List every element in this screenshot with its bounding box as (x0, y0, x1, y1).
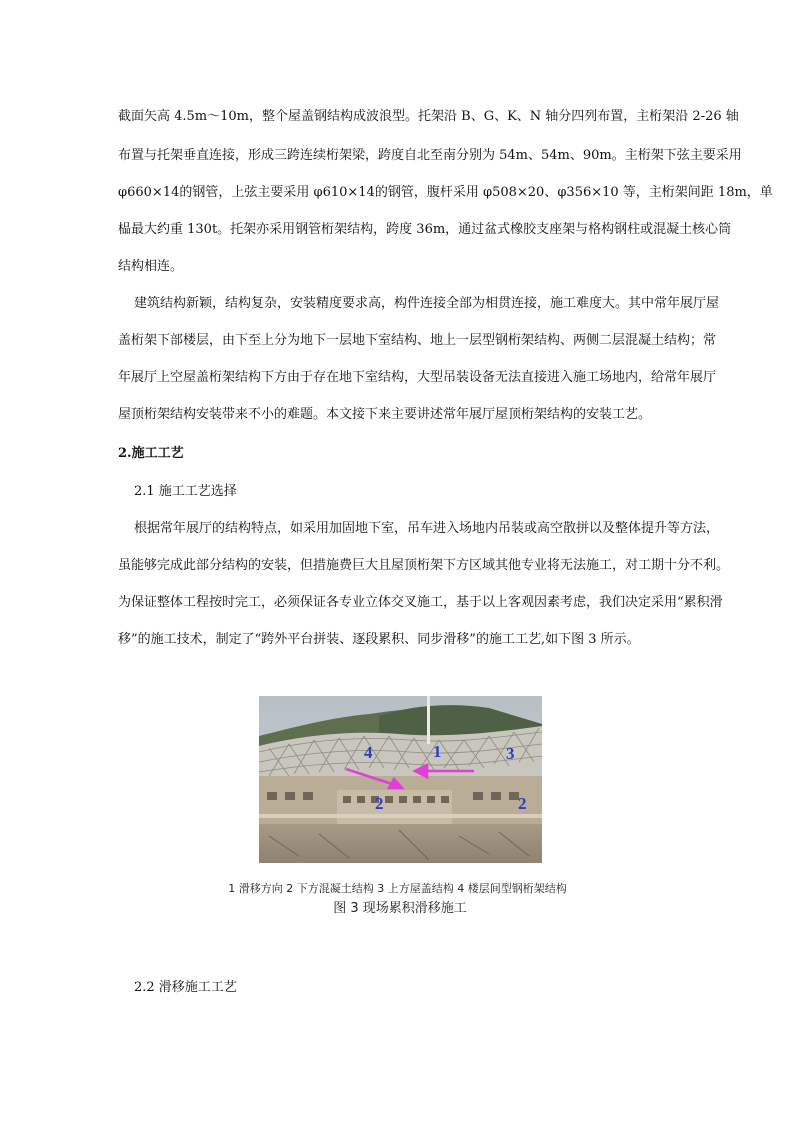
subsection-heading: 2.2 滑移施工工艺 (134, 980, 237, 995)
paragraph-line: 虽能够完成此部分结构的安装，但措施费巨大且屋顶桁架下方区域其他专业将无法施工，对工期十分不利。 (118, 558, 730, 573)
paragraph-line: 布置与托架垂直连接，形成三跨连续桁架梁，跨度自北至南分别为 54m、54m、90m。主桁架下弦主要采用 (118, 148, 742, 163)
figure-title: 图 3 现场累积滑移施工 (333, 901, 467, 916)
paragraph-line: 建筑结构新颖，结构复杂，安装精度要求高，构件连接全部为相贯连接，施工难度大。其中常年展厅屋 (134, 296, 720, 311)
section-heading: 2.施工工艺 (118, 446, 184, 461)
figure-marker-2-right: 2 (518, 794, 527, 813)
figure-marker-4: 4 (364, 743, 373, 762)
paragraph-line: 屋顶桁架结构安装带来不小的难题。本文接下来主要讲述常年展厅屋顶桁架结构的安装工艺。 (118, 407, 652, 422)
figure-marker-1: 1 (433, 742, 442, 761)
subsection-heading: 2.1 施工工艺选择 (134, 484, 237, 499)
figure-marker-3: 3 (506, 744, 515, 763)
paragraph-line: 年展厅上空屋盖桁架结构下方由于存在地下室结构，大型吊装设备无法直接进入施工场地内，给常年展厅 (118, 370, 717, 385)
paragraph-line: 榀最大约重 130t。托架亦采用钢管桁架结构，跨度 36m，通过盆式橡胶支座架与格构钢柱或混凝土核心筒 (118, 222, 732, 237)
paragraph-line: 根据常年展厅的结构特点，如采用加固地下室，吊车进入场地内吊装或高空散拼以及整体提升等方法， (134, 521, 720, 536)
paragraph-line: 结构相连。 (118, 259, 184, 274)
figure-marker-2-left: 2 (375, 794, 384, 813)
paragraph-line: φ660×14的钢管，上弦主要采用 φ610×14的钢管，腹杆采用 φ508×20、φ356×10 等，主桁架间距 18m，单 (118, 185, 773, 200)
paragraph-line: 为保证整体工程按时完工，必须保证各专业立体交叉施工，基于以上客观因素考虑，我们决定采用“累积滑 (118, 595, 723, 610)
paragraph-line: 移”的施工技术，制定了“跨外平台拼装、逐段累积、同步滑移”的施工工艺,如下图 3 所示。 (118, 632, 640, 647)
figure-caption: 1 滑移方向 2 下方混凝土结构 3 上方屋盖结构 4 楼层间型钢桁架结构 (228, 882, 567, 895)
paragraph-line: 盖桁架下部楼层，由下至上分为地下一层地下室结构、地上一层型钢桁架结构、两侧二层混凝土结构；常 (118, 333, 717, 348)
construction-site-photo (259, 696, 542, 863)
paragraph-line: 截面矢高 4.5m～10m，整个屋盖钢结构成波浪型。托架沿 B、G、K、N 轴分四列布置，主桁架沿 2-26 轴 (118, 109, 739, 124)
